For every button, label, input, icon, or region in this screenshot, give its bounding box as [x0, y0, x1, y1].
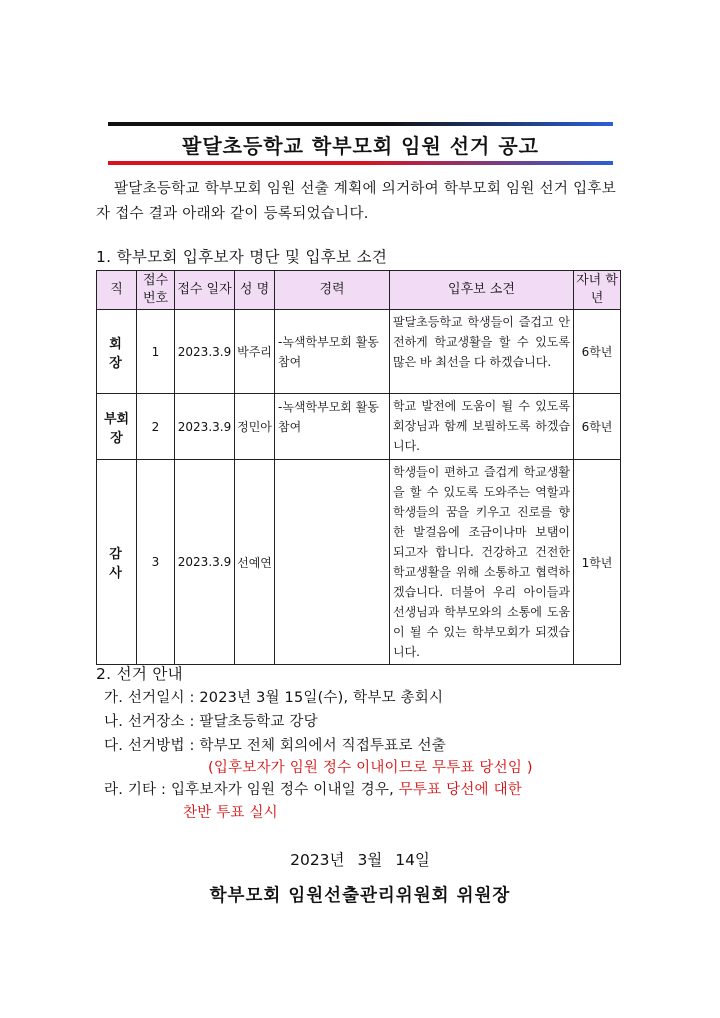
row-career	[275, 460, 390, 665]
election-place: 나. 선거장소 : 팔달초등학교 강당	[104, 714, 318, 730]
signature-line: 학부모회 임원선출관리위원회 위원장	[209, 886, 511, 906]
row-name: 정민아	[235, 394, 275, 460]
section1-heading: 1. 학부모회 입후보자 명단 및 입후보 소견	[96, 248, 388, 266]
election-other	[104, 778, 522, 799]
election-method-note: (입후보자가 임원 정수 이내이므로 무투표 당선임 )	[208, 760, 533, 776]
row-position: 감 사	[97, 460, 137, 665]
row-grade: 1학년	[574, 460, 621, 665]
table-row	[97, 310, 621, 394]
header-name: 성 명	[235, 271, 275, 310]
row-statement: 팔달초등학교 학생들이 즐겁고 안전하게 학교생활을 할 수 있도록 많은 바 최선을 다 하겠습니다.	[390, 310, 574, 394]
row-number: 1	[137, 310, 175, 394]
row-date: 2023.3.9	[175, 394, 235, 460]
election-datetime: 가. 선거일시 : 2023년 3월 15일(수), 학부모 총회시	[104, 690, 444, 706]
election-other-prefix: 라. 기타 : 입후보자가 임원 정수 이내일 경우,	[104, 782, 394, 798]
row-number: 2	[137, 394, 175, 460]
row-number: 3	[137, 460, 175, 665]
title-bottom-rule	[108, 161, 613, 165]
row-career: -녹색학부모회 활동 참여	[275, 310, 390, 394]
row-name: 박주리	[235, 310, 275, 394]
candidate-table	[96, 270, 621, 665]
row-statement: 학생들이 편하고 즐겁게 학교생활을 할 수 있도록 도와주는 역할과 학생들의 꿈을 키우고 진로를 향한 발걸음에 조금이나마 보탬이 되고자 합니다. 건강하고 건전한 학교생활을 위해 소통하고 협력하겠습니다. 더불어 우리 아이들과 선생님과 학부모와의 소통에 도움이 될 수 있는 학부모회가 되겠습니다.	[390, 460, 574, 665]
election-method: 다. 선거방법 : 학부모 전체 회의에서 직접투표로 선출	[104, 738, 446, 754]
header-date: 접수 일자	[175, 271, 235, 310]
section2-heading: 2. 선거 안내	[96, 665, 183, 683]
table-row	[97, 394, 621, 460]
table-header-row	[97, 271, 621, 310]
row-position: 회 장	[97, 310, 137, 394]
row-name: 선예연	[235, 460, 275, 665]
page-title: 팔달초등학교 학부모회 임원 선거 공고	[182, 134, 539, 158]
intro-paragraph: 팔달초등학교 학부모회 임원 선출 계획에 의거하여 학부모회 임원 선거 입후보자 접수 결과 아래와 같이 등록되었습니다.	[96, 181, 617, 222]
row-grade: 6학년	[574, 394, 621, 460]
notice-date: 2023년 3월 14일	[290, 851, 430, 869]
header-statement: 입후보 소견	[390, 271, 574, 310]
header-number: 접수 번호	[137, 271, 175, 310]
row-grade: 6학년	[574, 310, 621, 394]
header-grade: 자녀 학년	[574, 271, 621, 310]
row-position: 부회장	[97, 394, 137, 460]
header-position: 직	[97, 271, 137, 310]
row-career: -녹색학부모회 활동 참여	[275, 394, 390, 460]
row-date: 2023.3.9	[175, 310, 235, 394]
row-statement: 학교 발전에 도움이 될 수 있도록 회장님과 함께 보필하도록 하겠습니다.	[390, 394, 574, 460]
table-row	[97, 460, 621, 665]
election-other-red1: 무투표 당선에 대한	[398, 782, 522, 798]
title-top-rule	[108, 122, 613, 126]
row-date: 2023.3.9	[175, 460, 235, 665]
election-other-red2: 찬반 투표 실시	[183, 805, 278, 821]
header-career: 경력	[275, 271, 390, 310]
